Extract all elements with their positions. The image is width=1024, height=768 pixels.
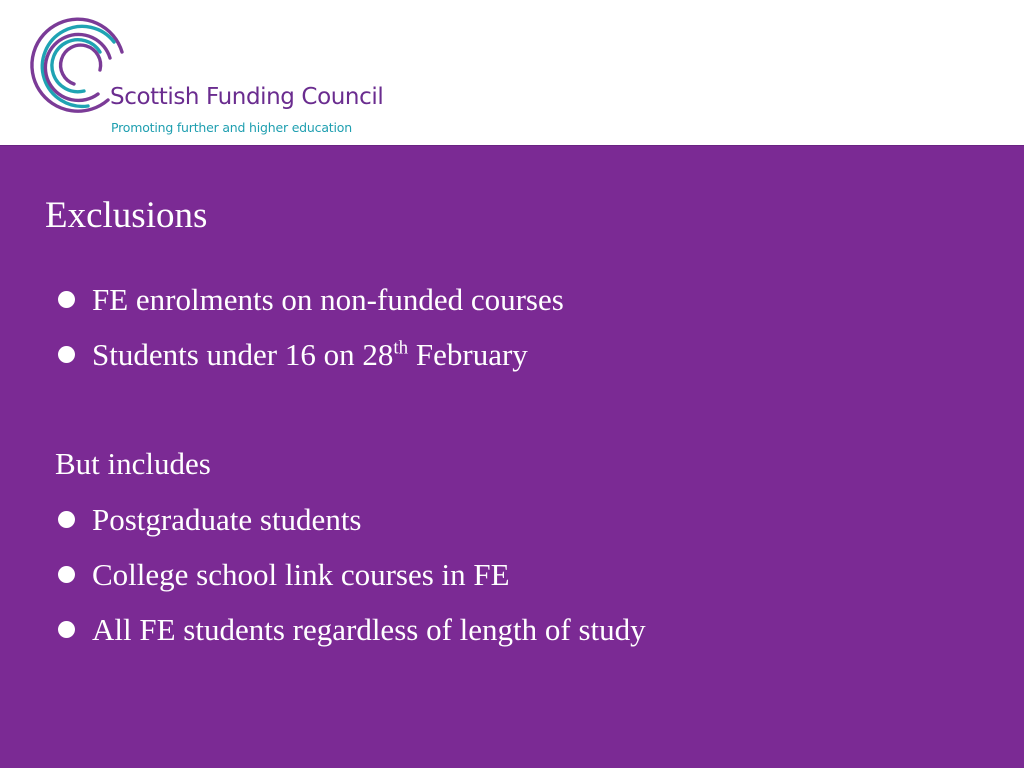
list-item-include-1 — [58, 502, 362, 538]
list-item-include-3 — [58, 612, 646, 648]
list-item-text: All FE students regardless of length of study — [92, 612, 646, 647]
list-item-exclusion-1 — [58, 282, 564, 318]
list-item-exclusion-2 — [58, 337, 528, 373]
slide-header — [0, 0, 1024, 145]
list-item-include-2 — [58, 557, 510, 593]
list-item-text — [92, 337, 528, 373]
list-item-text-main: Students under 16 on 28 — [92, 337, 394, 372]
bullet-icon — [58, 621, 75, 638]
bullet-icon — [58, 566, 75, 583]
bullet-icon — [58, 511, 75, 528]
list-item-text: Postgraduate students — [92, 502, 362, 537]
list-item-text-after: February — [408, 337, 528, 372]
includes-heading: But includes — [55, 446, 211, 481]
bullet-icon — [58, 291, 75, 308]
bullet-icon — [58, 346, 75, 363]
slide-title: Exclusions — [45, 195, 208, 236]
organisation-tagline: Promoting further and higher education — [111, 120, 352, 135]
organisation-name: Scottish Funding Council — [110, 84, 384, 110]
slide-body — [0, 145, 1024, 768]
ordinal-suffix: th — [393, 337, 409, 359]
list-item-text: College school link courses in FE — [92, 557, 510, 592]
list-item-text: FE enrolments on non-funded courses — [92, 282, 564, 317]
